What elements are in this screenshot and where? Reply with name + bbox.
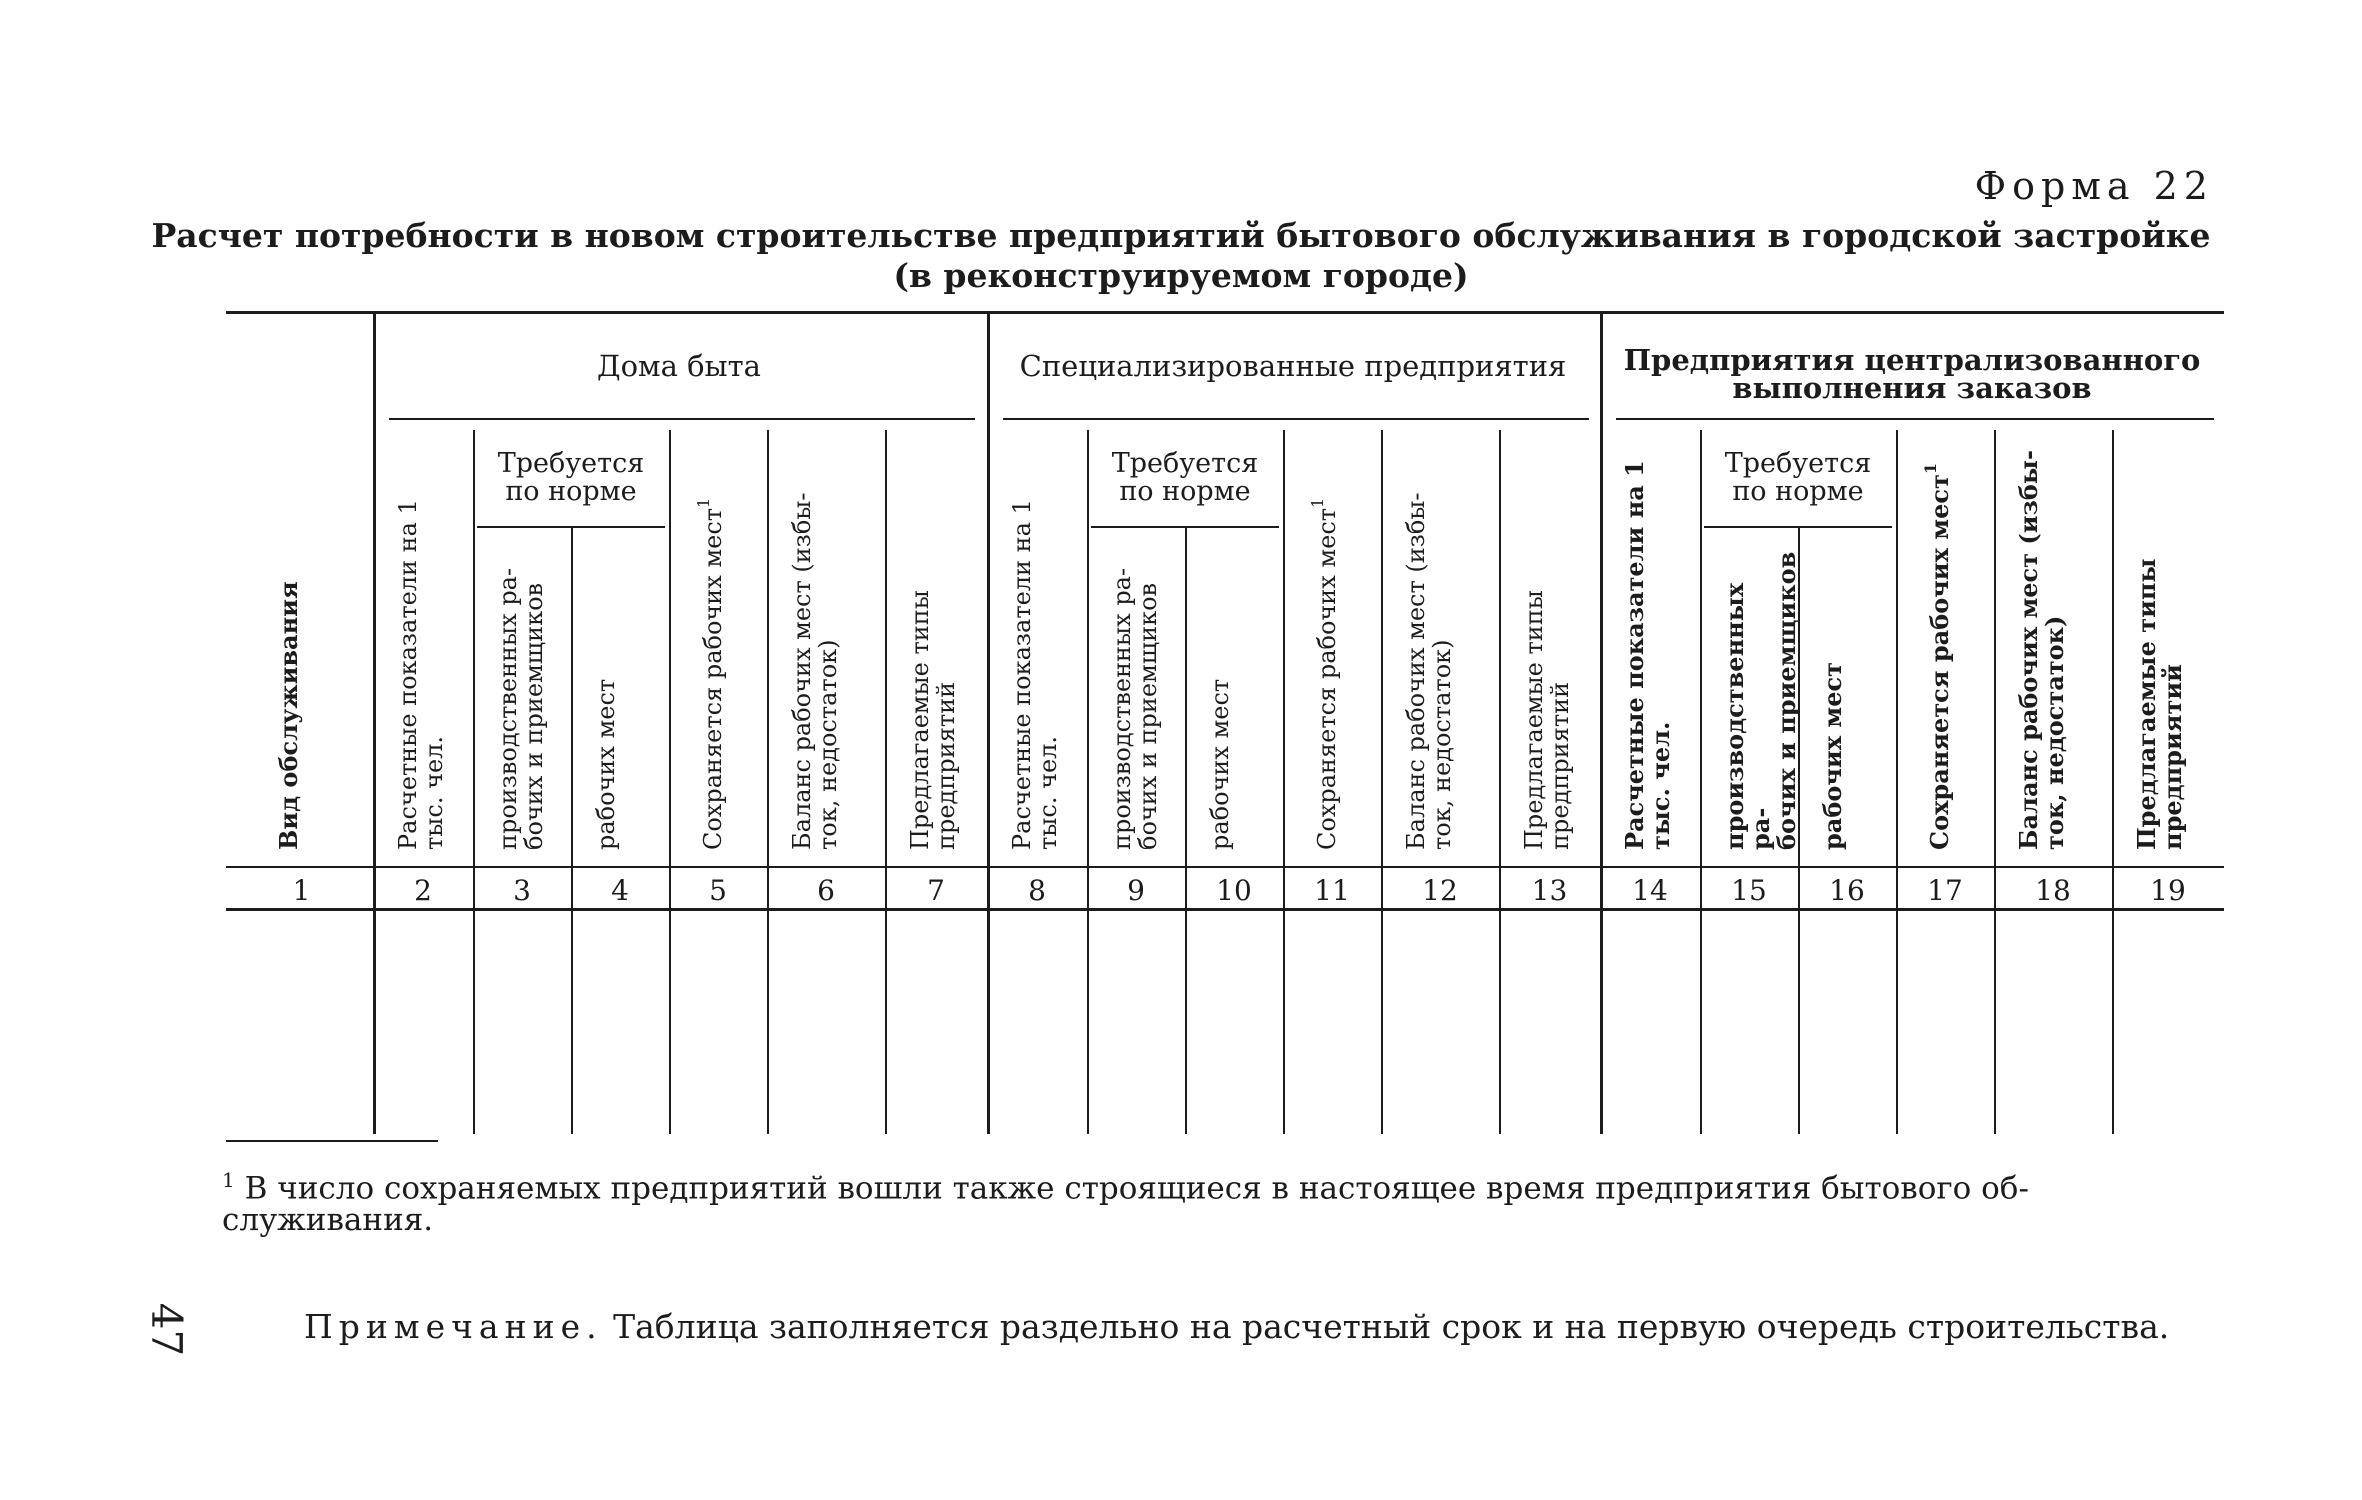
column-head-service-type: Вид обслуживания [274, 581, 303, 850]
column-number: 2 [414, 874, 432, 907]
column-separator-line [1499, 430, 1501, 1134]
group-title: Специализированные предприятия [1019, 349, 1567, 383]
column-head-text: рабочих мест [592, 678, 620, 850]
group-title: Дома быта [597, 349, 761, 383]
column-head-balance [1403, 440, 1455, 850]
column-number: 11 [1314, 874, 1350, 907]
column-separator-line [1896, 430, 1898, 1134]
column-number: 15 [1731, 874, 1767, 907]
column-head-text: Баланс рабочих мест (избы- ток, недостаток) [788, 492, 842, 850]
group-separator-line [987, 314, 990, 1134]
column-separator-line [571, 528, 573, 1134]
column-head-text: Баланс рабочих мест (избы- ток, недостаток) [2014, 450, 2069, 850]
column-number: 17 [1927, 874, 1963, 907]
required-by-norm-heading: Требуется по норме [1724, 448, 1872, 507]
column-head-text: Сохраняется рабочих мест [1313, 507, 1341, 850]
column-number: 3 [513, 874, 531, 907]
group-separator-line [1600, 314, 1603, 1134]
column-head-kept [1305, 440, 1340, 850]
required-by-norm-rule [1091, 526, 1279, 528]
column-number: 16 [1829, 874, 1865, 907]
required-by-norm-heading: Требуется по норме [1111, 448, 1259, 507]
footnote-reference: 1 [1921, 462, 1940, 475]
group-title-rule [389, 418, 975, 420]
footnote-marker: 1 [222, 1168, 235, 1192]
column-separator-line [767, 430, 769, 1134]
note [304, 1307, 2220, 1346]
column-head-text: Предлагаемые типы предприятий [2132, 558, 2187, 850]
column-separator-line [1994, 430, 1996, 1134]
column-number: 19 [2150, 874, 2186, 907]
column-number: 13 [1531, 874, 1568, 907]
column-head-jobs [1820, 540, 1846, 850]
group-title-rule [1616, 418, 2214, 420]
column-head-types [907, 440, 959, 850]
footnote [222, 1160, 2222, 1208]
form-label: Форма 22 [1974, 164, 2214, 208]
column-separator-line [885, 430, 887, 1134]
column-head-workers [495, 540, 547, 850]
column-separator-line [2112, 430, 2114, 1134]
column-number: 14 [1632, 874, 1668, 907]
column-head-kept [691, 440, 726, 850]
footnote-text-line2: служивания. [222, 1202, 434, 1238]
note-label: Примечание. [304, 1307, 603, 1346]
column-head-text: Баланс рабочих мест (избы- ток, недостаток) [1402, 492, 1456, 850]
column-head-jobs [593, 540, 619, 850]
column-number: 9 [1127, 874, 1145, 907]
column-separator-line [473, 430, 475, 1134]
page-number: 47 [142, 1302, 192, 1357]
column-head-balance [2016, 440, 2068, 850]
column-head-kept [1918, 440, 1953, 850]
page-subtitle: (в реконструируемом городе) [893, 256, 1469, 295]
column-head-jobs [1207, 540, 1233, 850]
column-number: 6 [817, 874, 835, 907]
table-header-bottom-rule [226, 866, 2224, 868]
column-number: 1 [292, 874, 311, 907]
column-head-calc [1622, 440, 1674, 850]
column-number: 4 [611, 874, 629, 907]
note-text: Таблица заполняется раздельно на расчетный срок и на первую очередь строительства. [613, 1307, 2170, 1346]
column-separator-line [1381, 430, 1383, 1134]
column-number: 8 [1028, 874, 1046, 907]
column-head-text: Сохраняется рабочих мест [699, 507, 727, 850]
column-head-types [2134, 440, 2186, 850]
column-head-text: производственных ра- бочих и приемщиков [1720, 551, 1801, 850]
column-separator-line [1087, 430, 1089, 1134]
table-top-rule [226, 311, 2224, 314]
group-title: Предприятия централизованного выполнения заказов [1623, 343, 2201, 405]
column-separator-line [1700, 430, 1702, 1134]
column-head-text: Расчетные показатели на 1 тыс. чел. [1620, 460, 1675, 850]
column-head-workers [1722, 540, 1800, 850]
column-head-text: рабочих мест [1818, 662, 1847, 850]
column-separator-line [1283, 430, 1285, 1134]
footnote-rule [226, 1140, 438, 1142]
required-by-norm-rule [1704, 526, 1892, 528]
column-head-types [1521, 440, 1573, 850]
column-head-text: Расчетные показатели на 1 тыс. чел. [1008, 499, 1062, 850]
footnote-reference: 1 [694, 497, 713, 508]
column-number: 18 [2035, 874, 2071, 907]
column-number: 12 [1422, 874, 1458, 907]
column-head-text: Расчетные показатели на 1 тыс. чел. [394, 499, 448, 850]
required-by-norm-heading: Требуется по норме [497, 448, 645, 507]
column-head-text: Предлагаемые типы предприятий [1520, 590, 1574, 850]
footnote-reference: 1 [1308, 497, 1327, 508]
group-title-rule [1003, 418, 1589, 420]
group-separator-line [373, 314, 376, 1134]
column-head-text: производственных ра- бочих и приемщиков [1108, 567, 1162, 850]
column-number: 10 [1216, 874, 1252, 907]
column-number: 7 [927, 874, 945, 907]
column-number: 5 [709, 874, 727, 907]
page-title: Расчет потребности в новом строительстве предприятий бытового обслуживания в городской застройке [151, 216, 2211, 255]
column-head-calc [1009, 440, 1061, 850]
column-head-text: Сохраняется рабочих мест [1925, 474, 1954, 850]
column-head-text: производственных ра- бочих и приемщиков [494, 567, 548, 850]
column-head-text: рабочих мест [1206, 678, 1234, 850]
column-head-calc [395, 440, 447, 850]
column-separator-line [669, 430, 671, 1134]
footnote-text-line1: В число сохраняемых предприятий вошли также строящиеся в настоящее время предприятия бытового об- [244, 1170, 2029, 1207]
required-by-norm-rule [477, 526, 665, 528]
column-head-text: Предлагаемые типы предприятий [906, 590, 960, 850]
column-head-balance [789, 440, 841, 850]
column-separator-line [1185, 528, 1187, 1134]
column-head-workers [1109, 540, 1161, 850]
table-numbers-bottom-rule [226, 908, 2224, 911]
